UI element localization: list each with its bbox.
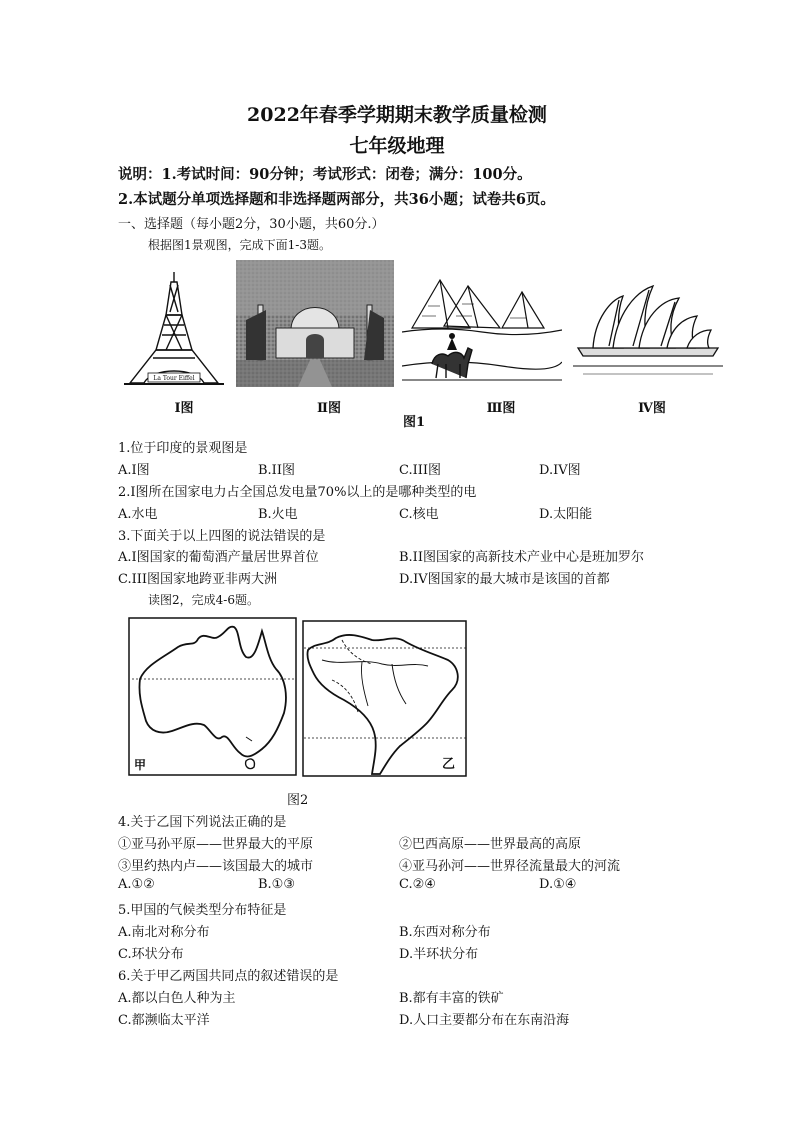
map-label-yi: 乙 xyxy=(442,757,456,772)
figure2-label: 图2 xyxy=(287,793,309,808)
question-1-option-b: B.II图 xyxy=(258,463,295,478)
question-3-option-c: C.III图国家地跨亚非两大洲 xyxy=(118,572,278,587)
page-subtitle: 七年级地理 xyxy=(349,135,445,157)
question-2-option-d: D.太阳能 xyxy=(539,507,593,522)
question-1-option-d: D.IV图 xyxy=(539,463,581,478)
question-1-option-c: C.III图 xyxy=(399,463,442,478)
question-3-option-a: A.I图国家的葡萄酒产量居世界首位 xyxy=(118,550,319,565)
question-6-option-a: A.都以白色人种为主 xyxy=(118,991,236,1006)
question-4-statement-1: ①亚马孙平原——世界最大的平原 xyxy=(118,837,314,852)
pyramids-image xyxy=(402,266,562,388)
question-3-option-b: B.II图国家的高新技术产业中心是班加罗尔 xyxy=(399,550,644,565)
question-4-statement-4: ④亚马孙河——世界径流量最大的河流 xyxy=(399,859,621,874)
eiffel-tower-image xyxy=(120,270,228,390)
question-4-option-b: B.①③ xyxy=(258,877,295,892)
question-5-option-a: A.南北对称分布 xyxy=(118,925,210,940)
sydney-opera-house-image xyxy=(573,278,723,388)
question-5-option-c: C.环状分布 xyxy=(118,947,184,962)
figure1-caption-4: Ⅳ图 xyxy=(638,401,666,416)
brazil-map xyxy=(302,620,468,778)
question-5-option-d: D.半环状分布 xyxy=(399,947,479,962)
question-4-option-a: A.①② xyxy=(118,877,155,892)
question-4-statement-3: ③里约热内卢——该国最大的城市 xyxy=(118,859,314,874)
figure1-caption-2: Ⅱ图 xyxy=(317,401,341,416)
question-4-statement-2: ②巴西高原——世界最高的高原 xyxy=(399,837,582,852)
eiffel-plaque: La Tour Eiffel xyxy=(153,375,195,382)
question-2-option-a: A.水电 xyxy=(118,507,158,522)
question-4-option-c: C.②④ xyxy=(399,877,436,892)
australia-map xyxy=(128,617,298,777)
question-3-option-d: D.IV图国家的最大城市是该国的首都 xyxy=(399,572,610,587)
page-title: 2022年春季学期期末教学质量检测 xyxy=(247,104,547,126)
exam-note-2: 2.本试题分单项选择题和非选择题两部分，共36小题；试卷共6页。 xyxy=(118,191,555,208)
question-2-stem: 2.I图所在国家电力占全国总发电量70%以上的是哪种类型的电 xyxy=(118,485,477,500)
figure1-intro: 根据图1景观图，完成下面1-3题。 xyxy=(148,238,331,252)
question-1-option-a: A.I图 xyxy=(118,463,150,478)
question-6-option-b: B.都有丰富的铁矿 xyxy=(399,991,504,1006)
figure1-caption-3: Ⅲ图 xyxy=(486,401,516,416)
map-label-jia: 甲 xyxy=(134,758,147,772)
taj-mahal-image xyxy=(236,260,394,387)
question-4-option-d: D.①④ xyxy=(539,877,577,892)
question-2-option-c: C.核电 xyxy=(399,507,439,522)
question-5-stem: 5.甲国的气候类型分布特征是 xyxy=(118,903,287,918)
question-5-option-b: B.东西对称分布 xyxy=(399,925,491,940)
question-6-stem: 6.关于甲乙两国共同点的叙述错误的是 xyxy=(118,969,339,984)
figure1-caption-1: Ⅰ图 xyxy=(174,401,194,416)
question-1-stem: 1.位于印度的景观图是 xyxy=(118,441,248,456)
exam-note-1: 说明：1.考试时间：90分钟；考试形式：闭卷；满分：100分。 xyxy=(118,166,532,183)
question-2-option-b: B.火电 xyxy=(258,507,298,522)
section-heading: 一、选择题（每小题2分，30小题，共60分.） xyxy=(118,217,385,232)
question-3-stem: 3.下面关于以上四图的说法错误的是 xyxy=(118,529,326,544)
question-6-option-c: C.都濒临太平洋 xyxy=(118,1013,210,1028)
figure1-label: 图1 xyxy=(402,415,426,430)
question-4-stem: 4.关于乙国下列说法正确的是 xyxy=(118,815,287,830)
question-6-option-d: D.人口主要都分布在东南沿海 xyxy=(399,1013,570,1028)
figure2-intro: 读图2，完成4-6题。 xyxy=(148,593,259,607)
